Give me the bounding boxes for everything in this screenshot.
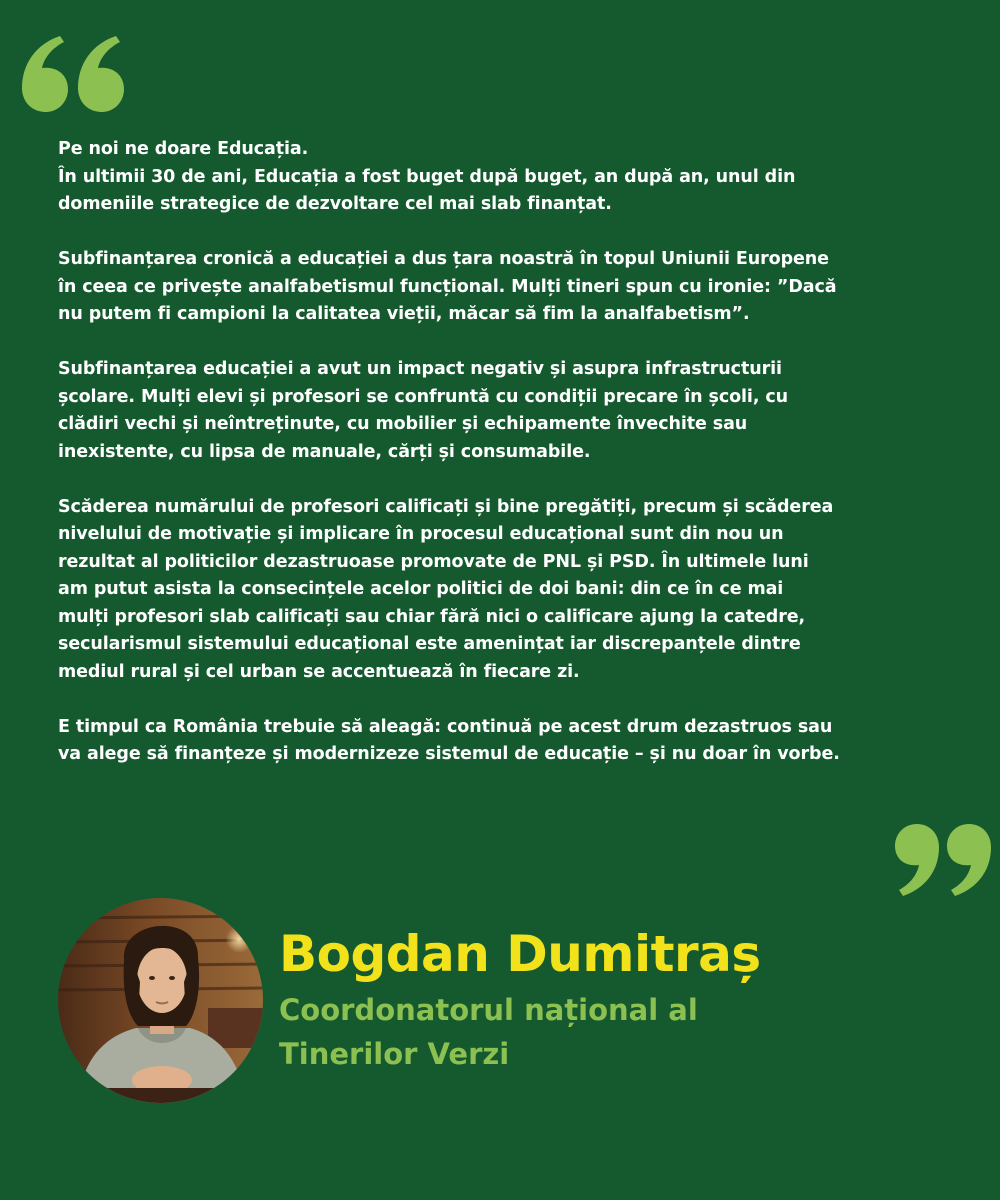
text-line: Pe noi ne doare Educația. [58, 139, 309, 159]
text-line: nu putem fi campioni la calitatea vieții, măcar să fim la analfabetism”. [58, 304, 750, 324]
text-line: mediul rural și cel urban se accentuează în fiecare zi. [58, 661, 580, 682]
text-line: inexistente, cu lipsa de manuale, cărți și consumabile. [58, 441, 591, 462]
paragraph-3 [58, 356, 958, 466]
paragraph-5 [58, 714, 958, 769]
paragraph-4 [58, 494, 958, 687]
text-line: mulți profesori slab calificați sau chiar fără nici o calificare ajung la catedre, [58, 606, 806, 627]
text-line: va alege să finanțeze și modernizeze sistemul de educație – și nu doar în vorbe. [58, 744, 840, 764]
text-line: Subfinanțarea cronică a educației a dus țara noastră în topul Uniunii Europene [58, 249, 829, 269]
text-line: Scăderea numărului de profesori calificați și bine pregătiți, precum și scăderea [58, 496, 834, 517]
text-line: în ceea ce privește analfabetismul funcțional. Mulți tineri spun cu ironie: ”Dacă [58, 276, 837, 297]
paragraph-1 [58, 136, 958, 219]
text-line: domeniile strategice de dezvoltare cel mai slab finanțat. [58, 194, 612, 214]
text-line: secularismul sistemului educațional este amenințat iar discrepanțele dintre [58, 634, 801, 654]
text-line: Subfinanțarea educației a avut un impact negativ și asupra infrastructurii [58, 359, 782, 379]
text-line: școlare. Mulți elevi și profesori se confruntă cu condiții precare în școli, cu [58, 386, 789, 407]
author-role [279, 988, 839, 1076]
author-role-line: Coordonatorul național al [279, 993, 698, 1027]
text-line: E timpul ca România trebuie să aleagă: continuă pe acest drum dezastruos sau [58, 716, 833, 737]
opening-quote-icon [20, 34, 124, 112]
author-role-line: Tinerilor Verzi [279, 1037, 510, 1071]
author-name: Bogdan Dumitraș [279, 925, 761, 983]
quote-text [58, 136, 958, 796]
author-avatar [58, 898, 263, 1103]
paragraph-2 [58, 246, 958, 329]
text-line: În ultimii 30 de ani, Educația a fost buget după buget, an după an, unul din [58, 166, 796, 187]
closing-quote-icon [893, 824, 991, 898]
text-line: rezultat al politicilor dezastruoase promovate de PNL și PSD. În ultimele luni [58, 551, 809, 572]
text-line: clădiri vechi și neîntreținute, cu mobilier și echipamente învechite sau [58, 414, 748, 434]
text-line: nivelului de motivație și implicare în procesul educațional sunt din nou un [58, 524, 784, 544]
text-line: am putut asista la consecințele acelor politici de doi bani: din ce în ce mai [58, 579, 784, 599]
author-photo [58, 898, 263, 1103]
